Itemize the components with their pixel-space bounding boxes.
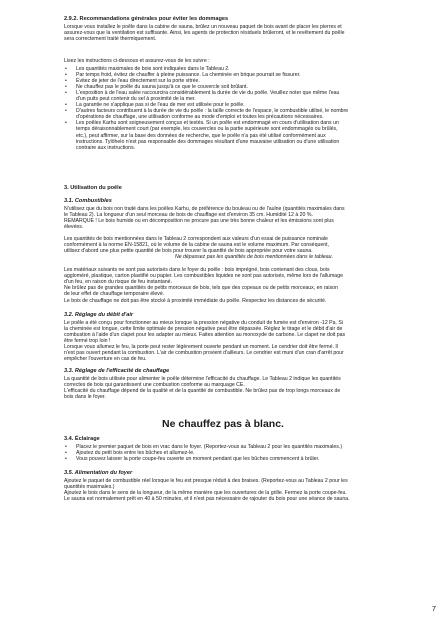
overheat-warning: Ne chauffez pas à blanc. [162, 418, 284, 430]
section-3-2-title: 3.2. Réglage du débit d'air [64, 312, 134, 318]
bullet-icon: • [65, 66, 67, 72]
list-item: • Par temps froid, évitez de chauffer à pleine puissance. La cheminée en brique pourrait se fissurer. [65, 72, 301, 79]
page-number: 7 [431, 604, 436, 613]
section-3-5-title: 3.5. Alimentation du foyer [64, 470, 133, 476]
bullet-icon: • [65, 72, 67, 79]
list-item: • Les quantités maximales de bois sont indiquées dans le Tableau 2. [65, 66, 230, 72]
section-3-1-title: 3.1. Combustibles [64, 198, 112, 204]
fuels-paragraph-1: N'utilisez que du bois non traité dans les poêles Karhu, de préférence du bouleau ou de l'aulne (quantités maximales dans le Tableau 2). La longueur d'un seul morceau de bois de chauffage est d'environ 35 cm. Humidité 12 à 20 %. REMARQUE ! Le bois humide ou en décomposition ne procure pas une très bonne chaleur et les émissions sont plus élevées. [64, 206, 345, 231]
list-item: • Les poêles Karhu sont soigneusement conçus et testés. Si un poêle est endommagé en cours d'utilisation dans un temps déraisonnablement court (par exemple, les couvercles ou la partie supérieure sont endommagés ou brûlés, etc.), peut affirmer, sur la base des données de recherche, que le poêle n'a pas été utilisé conformément aux instructions. Tylöhelo n'est pas responsable des dommages résultant d'une mauvaise utilisation ou d'une utilisation contraire aux instructions. [65, 120, 340, 151]
section-2-9-2-title: 2.9.2. Recommandations générales pour éviter les dommages [64, 16, 229, 22]
bullet-icon: • [65, 84, 67, 91]
section-3-title: 3. Utilisation du poêle [64, 185, 122, 191]
bullet-icon: • [65, 456, 67, 463]
lighting-list [64, 444, 444, 462]
recommendations-list [64, 66, 444, 151]
section-2-9-2-intro: Lorsque vous installez le poêle dans la cabine de sauna, brûlez un nouveau paquet de bois avant de placer les pierres et assurez-vous que la ventilation est suffisante. Ainsi, les agents de protection résiduels brûleront, et le revêtement du poêle sera correctement traité thermiquement. [64, 24, 345, 43]
fuels-warning-line: Ne dépassez pas les quantités de bois mentionnées dans le tableau. [174, 254, 334, 260]
list-item: • Ne chauffez pas le poêle du sauna jusqu'à ce que le couvercle soit brûlant. [65, 84, 248, 91]
list-item: • L'exposition à de l'eau salée raccourcira considérablement la durée de vie du poêle. Veuillez noter que même l'eau d'un puits peut contenir du sel à proximité de la mer. [65, 90, 340, 103]
instructions-lead: Lisez les instructions ci-dessous et assurez-vous de les suivre : [64, 58, 210, 64]
bullet-icon: • [65, 444, 67, 450]
fuels-paragraph-2: Les quantités de bois mentionnées dans le Tableau 2 correspondent aux valeurs d'un essai de puissance nominale conformément à la norme EN-15821, où le volume de la cabine de sauna est le volume maximum. Par conséquent, utilisez d'abord une plus petite quantité de bois pour trouver la quantité de bois appropriée pour votre sauna. [64, 236, 329, 255]
bullet-icon: • [65, 450, 67, 457]
section-3-4-title: 3.4. Éclairage [64, 436, 100, 442]
bullet-icon: • [65, 78, 67, 85]
list-item: • Placez le premier paquet de bois en vrac dans le foyer. (Reportez-vous au Tableau 2 pour les quantités maximales.) [65, 444, 343, 450]
efficiency-paragraph: La quantité de bois utilisée pour alimenter le poêle détermine l'efficacité du chauffage. Le Tableau 2 indique les quantités correctes de bois qui garantissent une combustion conforme au marquage CE. L'efficacité du chauffage dépend de la qualité et de la quantité de combustible. Ne brûlez pas de trop longs morceaux de bois dans le foyer. [64, 376, 341, 401]
bullet-icon: • [65, 120, 67, 127]
feeding-paragraph: Ajoutez le paquet de combustible réel lorsque le feu est presque réduit à des braises. (Reportez-vous au Tableau 2 pour les quantités maximales.) Ajoutez le bois dans le sens de la longueur, de la même manière que les ouvertures de la grille. Fermez la porte coupe-feu. Le sauna est normalement prêt en 40 à 50 minutes, et il n'est pas nécessaire de rajouter du bois pour une séance de sauna. [64, 478, 350, 503]
section-3-3-title: 3.3. Réglage de l'efficacité de chauffage [64, 368, 170, 374]
fuels-paragraph-3: Les matériaux suivants ne sont pas autorisés dans le foyer du poêle : bois imprégné, bois contenant des clous, bois aggloméré, plastique, carton plastifié ou papier. Les combustibles liquides ne sont pas autorisés, même lors de l'allumage d'un feu, en raison du risque de feu instantané. Ne brûlez pas de grandes quantités de petits morceaux de bois, tels que des copeaux ou de petits morceaux, en raison de leur effet de chauffage temporaire élevé. [64, 267, 343, 298]
list-item: • Évitez de jeter de l'eau directement sur la porte vitrée. [65, 78, 200, 85]
list-item: • La garantie ne s'applique pas si de l'eau de mer est utilisée pour le poêle. [65, 102, 245, 109]
bullet-icon: • [65, 90, 67, 97]
fuels-paragraph-4: Le bois de chauffage ne doit pas être stocké à proximité immédiate du poêle. Respectez les distances de sécurité. [64, 298, 327, 304]
bullet-icon: • [65, 102, 67, 109]
air-flow-paragraph: Le poêle a été conçu pour fonctionner au mieux lorsque la pression négative du conduit de fumée est d'environ -12 Pa. Si la cheminée est longue, cette limite optimale de pression négative peut être dépassée. Réglez le tirage et le débit d'air de combustion à l'aide d'un clapet pour les adapter au mieux. Faites attention au monoxyde de carbone. Le clapet ne doit pas être fermé trop loin ! Lorsque vous allumez le feu, la porte peut rester légèrement ouverte pendant un moment. Le cendrier doit être fermé. Il n'est pas ouvert pendant la combustion. L'air de combustion provient d'ailleurs. Le cendrier est muni d'un cran d'arrêt pour empêcher l'ouverture en cas de feu. [64, 320, 346, 363]
bullet-icon: • [65, 108, 67, 115]
list-item: • Ajoutez du petit bois entre les bûches et allumez-le. [65, 450, 195, 457]
list-item: • D'autres facteurs contribuent à la durée de vie du poêle : la taille correcte de l'espace, le combustible utilisé, le nombre d'opérations de chauffage, une utilisation conforme au mode d'emploi et toutes les précautions nécessaires. [65, 108, 349, 121]
list-item: • Vous pouvez laisser la porte coupe-feu ouverte un moment pendant que les bûches commencent à brûler. [65, 456, 320, 463]
